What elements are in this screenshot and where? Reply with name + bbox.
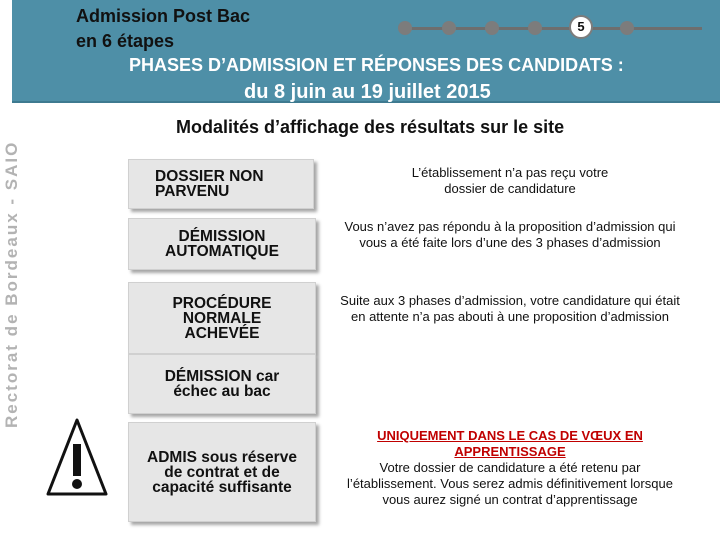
- description-text: Suite aux 3 phases d’admission, votre candidature qui était en attente n’a pas abouti à une proposition d’admission: [340, 293, 680, 324]
- status-box-procedure-normale-achevee: [128, 282, 316, 354]
- description-text: L’établissement n’a pas reçu votre dossier de candidature: [411, 165, 609, 196]
- description-text: Vous n’avez pas répondu à la proposition d’admission qui vous a été faite lors d’une des 3 phases d’admission: [344, 219, 676, 250]
- sidebar-watermark: [0, 103, 44, 540]
- page-subtitle: Modalités d’affichage des résultats sur le site: [176, 117, 565, 137]
- apprenticeship-note: UNIQUEMENT DANS LE CAS DE VŒUX EN APPRENTISSAGE: [377, 428, 643, 459]
- status-description: [336, 428, 684, 508]
- progress-step-dot: [485, 21, 499, 35]
- status-box-admis-sous-reserve: [128, 422, 316, 522]
- progress-step-dot: [528, 21, 542, 35]
- header-title-line1: Admission Post Bac: [76, 6, 251, 26]
- status-label: DÉMISSION AUTOMATIQUE: [165, 228, 279, 260]
- status-label: ADMIS sous réserve de contrat et de capacité suffisante: [147, 448, 297, 496]
- header-title-line2: en 6 étapes: [76, 31, 175, 51]
- status-label: PROCÉDURE NORMALE ACHEVÉE: [172, 294, 272, 342]
- status-box-demission-automatique: [128, 218, 316, 270]
- header-date-range: du 8 juin au 19 juillet 2015: [244, 81, 491, 103]
- progress-step-dot: [442, 21, 456, 35]
- status-label: DÉMISSION car échec au bac: [164, 368, 280, 400]
- progress-step-dot: [398, 21, 412, 35]
- progress-current-step: 5: [569, 15, 593, 39]
- status-description: [336, 293, 684, 325]
- status-box-dossier-non-parvenu: [128, 159, 314, 209]
- header-banner: [12, 0, 720, 103]
- status-description: [336, 165, 684, 197]
- step-progress: [384, 13, 710, 43]
- header-phases-title: PHASES D’ADMISSION ET RÉPONSES DES CANDIDATS :: [129, 55, 624, 75]
- progress-step-dot: [620, 21, 634, 35]
- sidebar-vertical-text: Rectorat de Bordeaux - SAIO: [2, 140, 21, 428]
- status-label: DOSSIER NON PARVENU: [155, 168, 264, 200]
- status-description: [336, 219, 684, 251]
- description-text: Votre dossier de candidature a été retenu par l’établissement. Vous serez admis définitivement lorsque vous aurez signé un contrat d’apprentissage: [347, 460, 673, 507]
- warning-icon: [44, 416, 110, 498]
- status-box-demission-echec-bac: [128, 354, 316, 414]
